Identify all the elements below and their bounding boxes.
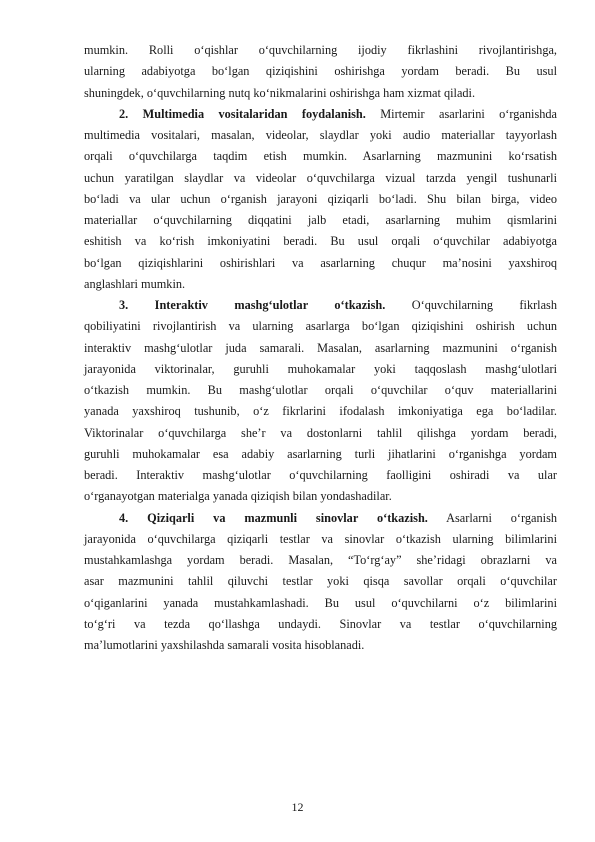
text-line: qobiliyatini rivojlantirish va ularning asarlarga bo‘lgan qiziqishini oshirish uchun [84,319,557,334]
text-fragment: O‘quvchilarning fikrlash [385,298,557,312]
text-line: mumkin. Rolli o‘qishlar o‘quvchilarning ijodiy fikrlashini rivojlantirishga, [84,43,557,57]
text-line: bo‘lgan qiziqishlarini oshirishlari va asarlarning chuqur ma’nosini yaxshiroq [84,255,557,270]
paragraph-multimedia [84,104,557,295]
section-heading: 3. Interaktiv mashg‘ulotlar o‘tkazish. [119,298,386,312]
text-line: bo‘ladi va ular uchun o‘rganish jarayoni qiziqarli bo‘ladi. Shu bilan birga, video [84,191,557,206]
text-fragment: Mirtemir asarlarini o‘rganishda [365,106,557,121]
text-line: jarayonida o‘quvchilarga qiziqarli testlar va sinovlar o‘tkazish ularning bilimlarini [84,531,557,546]
text-line: asar mazmunini tahlil qiluvchi testlar yoki qisqa savollar orqali o‘quvchilar [84,574,557,589]
text-line: o‘qiganlarini yanada mustahkamlashadi. Bu usul o‘quvchilarni o‘z bilimlarini [84,595,557,610]
page-number: 12 [291,800,304,814]
section-heading: 4. Qiziqarli va mazmunli sinovlar o‘tkazish. [119,510,428,525]
text-line: yanada yaxshiroq tushunib, o‘z fikrlarini ifodalash imkoniyatiga ega bo‘ladilar. [84,404,557,419]
paragraph-interactive [84,295,557,508]
text-line [84,104,557,125]
text-line: materiallar o‘quvchilarning diqqatini jalb etadi, asarlarning muhim qismlarini [84,213,557,227]
text-line: ma’lumotlarini yaxshilashda samarali vosita hisoblanadi. [84,638,365,652]
text-line: interaktiv mashg‘ulotlar juda samarali. Masalan, asarlarning mazmunini o‘rganish [84,340,557,355]
text-line [84,508,557,529]
text-line: ularning adabiyotga bo‘lgan qiziqishini oshirishga yordam beradi. Bu usul [84,64,557,79]
text-line: guruhli muhokamalar esa adabiy asarlarning turli jihatlarini o‘rganishga yordam [84,446,557,461]
text-line [84,295,557,316]
text-line: o‘tkazish mumkin. Bu mashg‘ulotlar orqali o‘quvchilar o‘quv materiallarini [84,383,557,397]
document-page [84,40,557,656]
text-line: jarayonida viktorinalar, guruhli muhokamalar yoki taqqoslash mashg‘ulotlari [84,361,557,376]
text-line: orqali o‘quvchilarga taqdim etish mumkin. Asarlarning mazmunini ko‘rsatish [84,149,557,164]
text-line: o‘rganayotgan materialga yanada qiziqish bilan yondashadilar. [84,489,392,504]
text-line: mustahkamlashga yordam beradi. Masalan, “To‘rg‘ay” she’ridagi obrazlarni va [84,553,557,567]
paragraph-tests [84,508,557,657]
text-line: uchun yaratilgan slaydlar va videolar o‘quvchilarga vizual tarzda yengil tushunarli [84,170,557,185]
text-line: eshitish va ko‘rish imkoniyatini beradi. Bu usul orqali o‘quvchilar adabiyotga [84,234,557,249]
text-fragment: Asarlarni o‘rganish [427,510,557,525]
section-heading: 2. Multimedia vositalaridan foydalanish. [119,106,366,121]
text-line: to‘g‘ri va tezda qo‘llashga undaydi. Sinovlar va testlar o‘quvchilarning [84,616,557,631]
paragraph-continuation [84,40,557,104]
text-line: shuningdek, o‘quvchilarning nutq ko‘nikmalarini oshirishga ham xizmat qiladi. [84,85,476,100]
text-line: multimedia vositalari, masalan, videolar, slaydlar yoki audio materiallar tayyorlash [84,128,557,142]
text-line: anglashlari mumkin. [84,276,186,291]
text-line: Viktorinalar o‘quvchilarga she’r va dostonlarni tahlil qilishga yordam beradi, [84,425,557,440]
text-line: beradi. Interaktiv mashg‘ulotlar o‘quvchilarning faolligini oshiradi va ular [84,468,557,482]
